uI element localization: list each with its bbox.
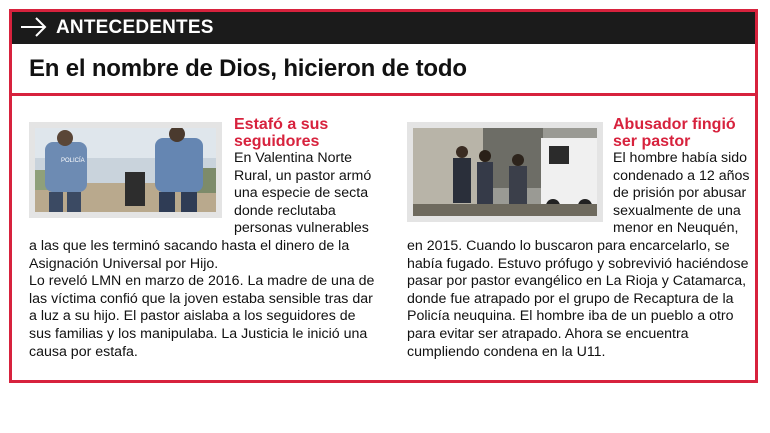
- article-2-body-1: El hombre había sido condenado a 12 años de prisión por abusar sexualmente de una menor en Neuquén, en 2015. Cuando lo buscaron para encarcelarlo, se había fugado. Estuvo prófugo y sobrevivió haciéndose pasar por pastor evangélico en La Rioja y Catamarca, donde fue atrapado por el grupo de Recaptura de la Policía neuquina. El hombre iba de un pueblo a otro para evitar ser atrapado. Ahora se encuentra cumpliendo condena en la U11.: [407, 150, 750, 360]
- article-2-title: Abusador fingió ser pastor: [613, 116, 736, 150]
- arrow-right-icon: [20, 16, 48, 38]
- article-1: [29, 116, 377, 361]
- article-2: [407, 116, 752, 361]
- article-1-title: Estafó a sus seguidores: [234, 116, 329, 150]
- news-box: [9, 9, 758, 383]
- section-label: ANTECEDENTES: [56, 17, 214, 38]
- article-1-body-1: En Valentina Norte Rural, un pastor armó una especie de secta donde reclutaba personas vulnerables a las que les terminó sacando hasta el dinero de la Asignación Universal por Hijo.: [29, 150, 372, 272]
- article-2-photo: [407, 122, 603, 222]
- headline-band: [12, 44, 755, 96]
- arrest-scene-image: [413, 128, 597, 216]
- police-officers-image: [35, 128, 216, 212]
- page-title: En el nombre de Dios, hicieron de todo: [29, 55, 467, 82]
- article-1-photo: [29, 122, 222, 218]
- vest-text-left: POLICÍA: [61, 158, 85, 164]
- section-bar: [12, 12, 755, 44]
- article-1-body-2: Lo reveló LMN en marzo de 2016. La madre de una de las víctima confió que la joven estaba sensible tras dar a luz a su hijo. El pastor aislaba a los seguidores de sus familias y los manipulaba. La Justicia le inició una causa por estafa.: [29, 273, 375, 360]
